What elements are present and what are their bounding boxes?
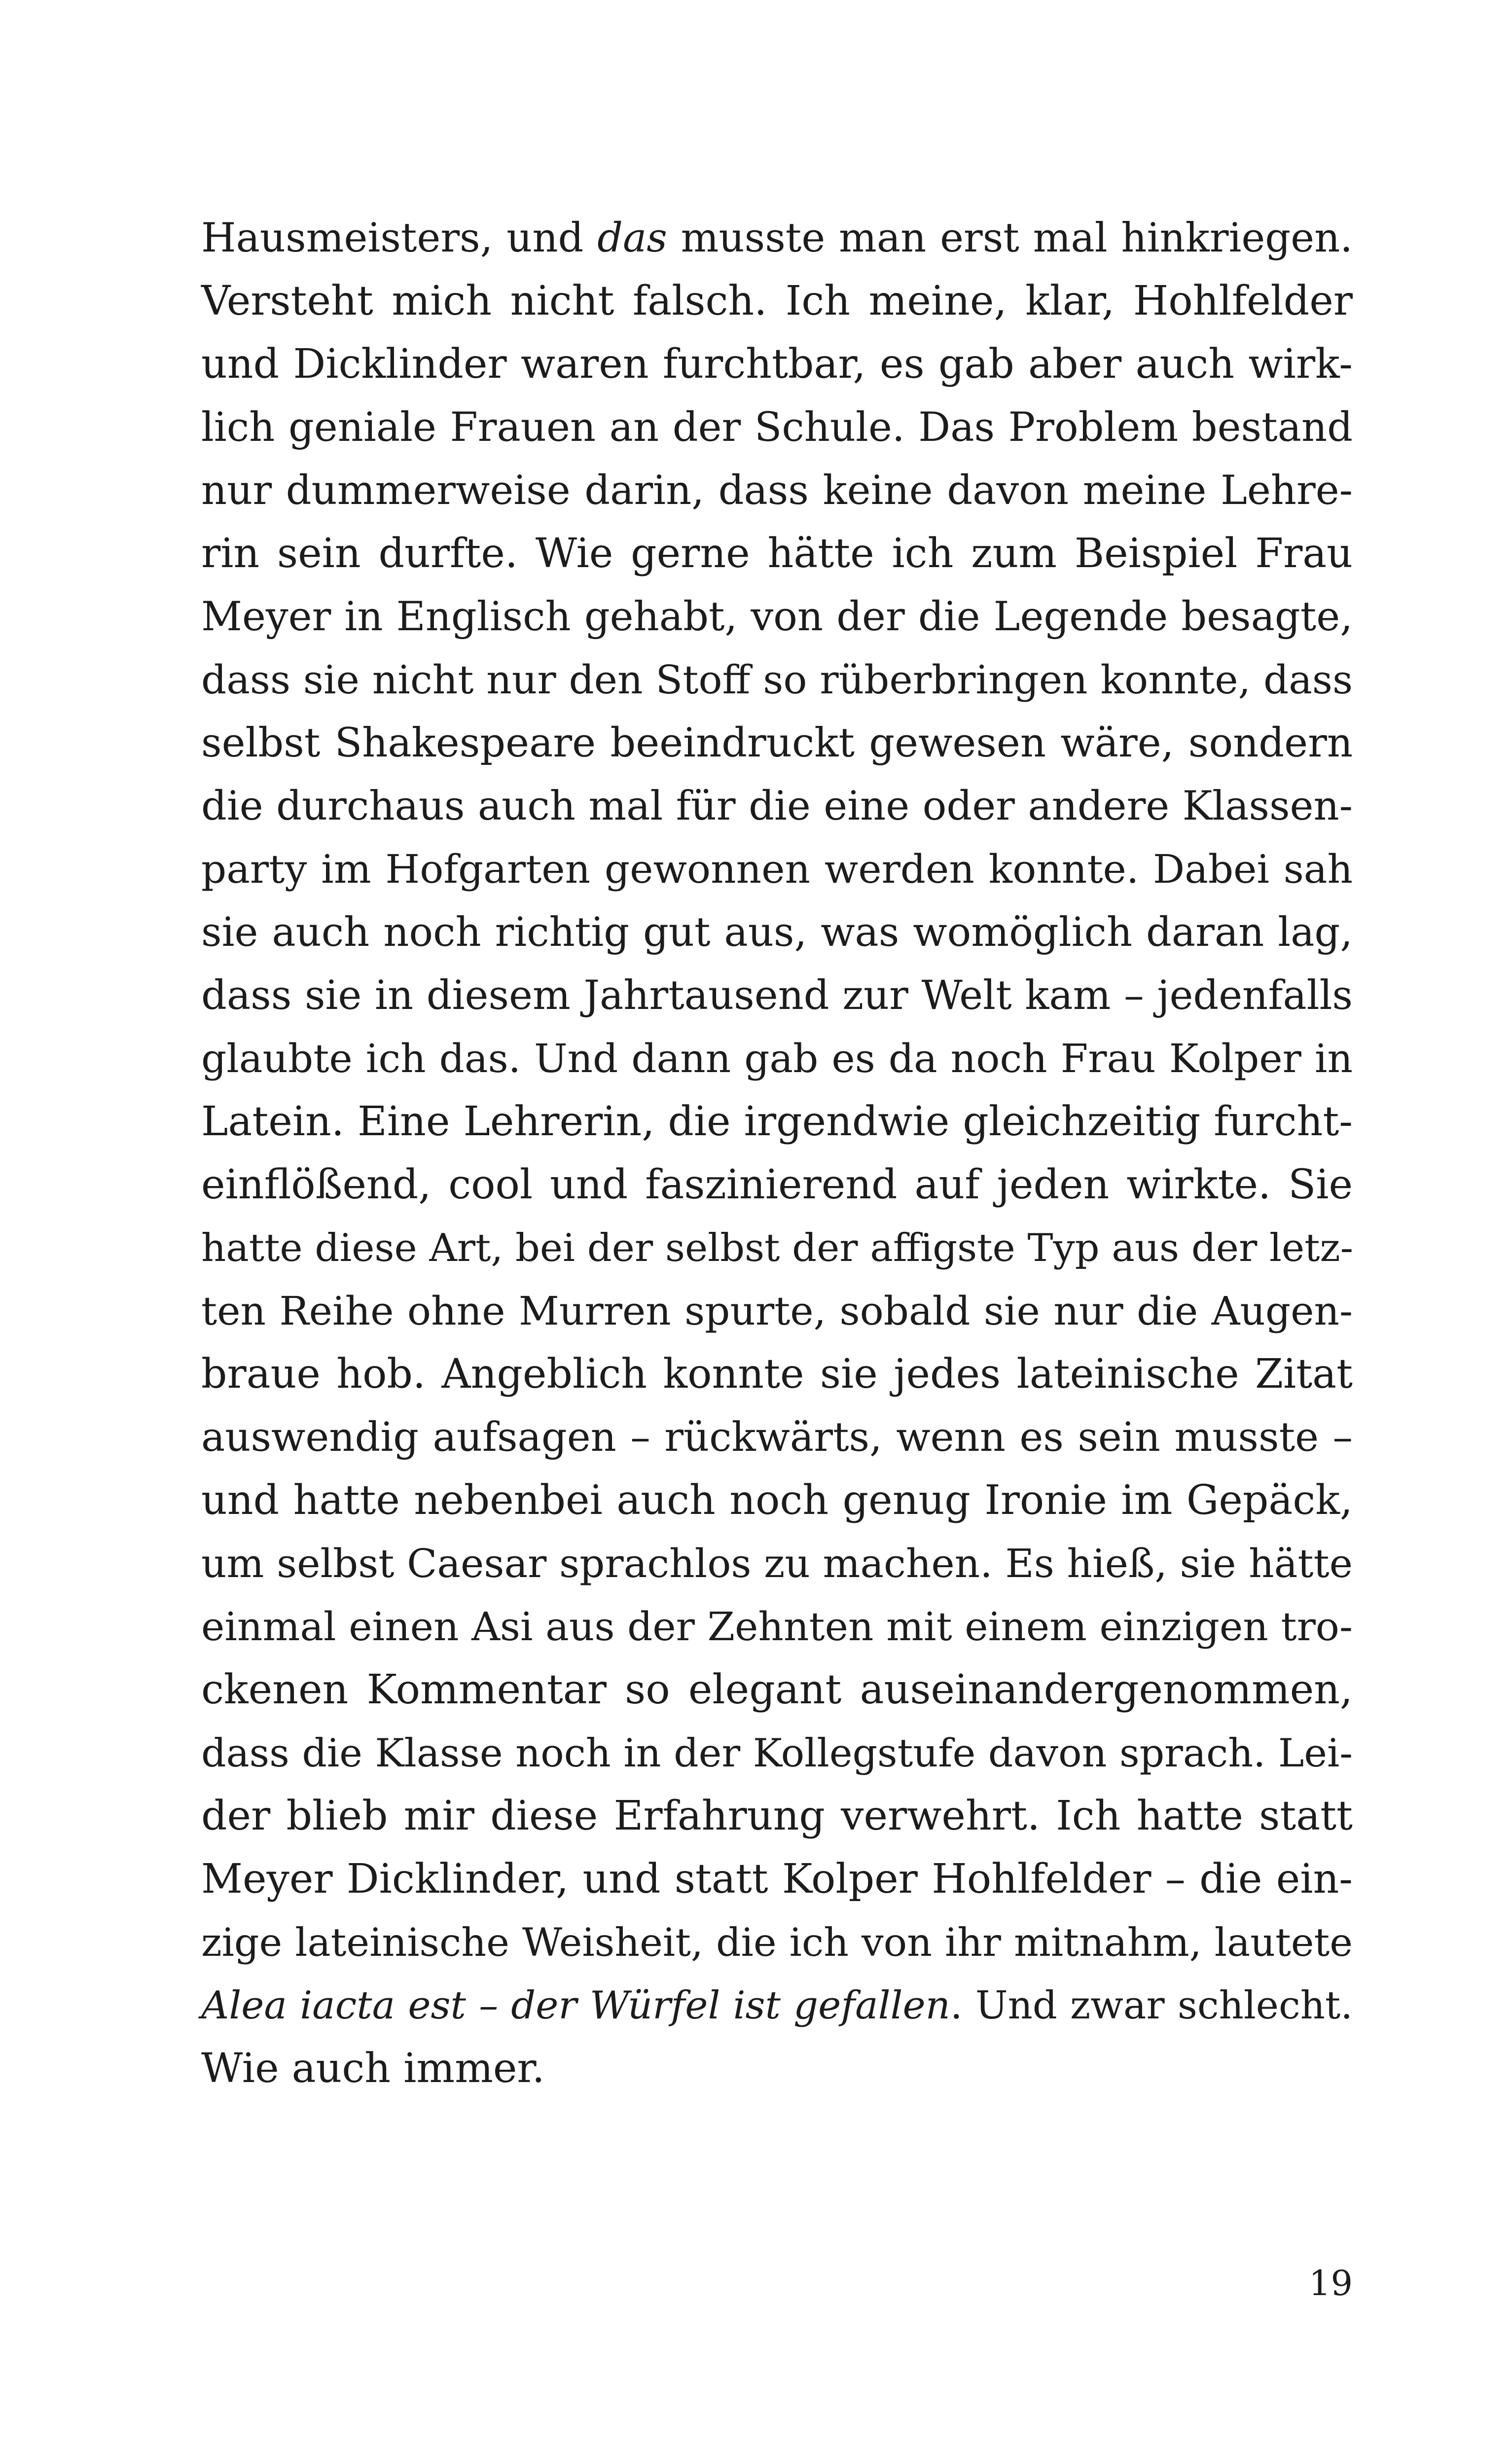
- text-line: [201, 1658, 1353, 1722]
- text-run: party im Hofgarten gewonnen werden konnte. Dabei sah: [201, 846, 1353, 892]
- text-run: auswendig aufsagen – rückwärts, wenn es sein musste –: [201, 1414, 1353, 1461]
- text-run: und Dicklinder waren furchtbar, es gab aber auch wirk-: [201, 341, 1353, 388]
- text-line: [201, 1848, 1353, 1911]
- text-line: [201, 964, 1353, 1027]
- text-line: [201, 1469, 1353, 1532]
- text-run: lich geniale Frauen an der Schule. Das Problem bestand: [201, 404, 1353, 451]
- text-run: Wie auch immer.: [201, 2045, 545, 2092]
- text-line: [201, 1406, 1353, 1469]
- text-run: zige lateinische Weisheit, die ich von ihr mitnahm, lautete: [201, 1920, 1353, 1965]
- text-run: ckenen Kommentar so elegant auseinandergenommen,: [201, 1666, 1353, 1713]
- text-run: . Und zwar schlecht.: [950, 1983, 1353, 2028]
- text-run: der blieb mir diese Erfahrung verwehrt. Ich hatte statt: [201, 1793, 1353, 1839]
- text-line: [201, 1090, 1353, 1153]
- text-run: braue hob. Angeblich konnte sie jedes lateinische Zitat: [201, 1351, 1353, 1398]
- text-run: Meyer in Englisch gehabt, von der die Legende besagte,: [201, 594, 1353, 640]
- text-run: nur dummerweise darin, dass keine davon meine Lehre-: [201, 467, 1353, 514]
- text-line: [201, 775, 1353, 838]
- text-run: musste man erst mal hinkriegen.: [667, 215, 1353, 261]
- text-line: [201, 1911, 1353, 1974]
- text-line: [201, 2037, 1353, 2100]
- text-line: [201, 648, 1353, 712]
- text-line: [201, 1595, 1353, 1658]
- body-text: [201, 207, 1353, 2100]
- text-line: [201, 396, 1353, 459]
- text-line: [201, 522, 1353, 585]
- italic-text-run: Alea iacta est – der Würfel ist gefallen: [201, 1983, 950, 2028]
- text-run: einmal einen Asi aus der Zehnten mit einem einzigen tro-: [201, 1604, 1353, 1650]
- text-line: [201, 901, 1353, 964]
- text-line: [201, 1722, 1353, 1785]
- text-run: dass sie in diesem Jahrtausend zur Welt kam – jedenfalls: [201, 972, 1353, 1019]
- text-line: [201, 1785, 1353, 1848]
- text-run: dass die Klasse noch in der Kollegstufe davon sprach. Lei-: [201, 1730, 1353, 1776]
- text-line: [201, 838, 1353, 901]
- text-line: [201, 712, 1353, 775]
- text-run: sie auch noch richtig gut aus, was womöglich daran lag,: [201, 909, 1353, 956]
- italic-text-run: das: [597, 215, 667, 261]
- text-line: [201, 459, 1353, 522]
- text-line: [201, 1532, 1353, 1595]
- text-line: [201, 207, 1353, 270]
- text-run: und hatte nebenbei auch noch genug Ironie im Gepäck,: [201, 1477, 1353, 1524]
- text-line: [201, 1280, 1353, 1343]
- text-run: Meyer Dicklinder, und statt Kolper Hohlfelder – die ein-: [201, 1856, 1353, 1903]
- text-run: einflößend, cool und faszinierend auf jeden wirkte. Sie: [201, 1161, 1353, 1208]
- text-line: [201, 585, 1353, 648]
- text-run: ten Reihe ohne Murren spurte, sobald sie nur die Augen-: [201, 1288, 1353, 1334]
- text-run: hatte diese Art, bei der selbst der affigste Typ aus der letz-: [201, 1226, 1353, 1270]
- text-run: um selbst Caesar sprachlos zu machen. Es hieß, sie hätte: [201, 1541, 1353, 1586]
- text-line: [201, 1217, 1353, 1280]
- text-line: [201, 270, 1353, 333]
- text-run: rin sein durfte. Wie gerne hätte ich zum Beispiel Frau: [201, 530, 1353, 577]
- text-line: [201, 1974, 1353, 2037]
- text-run: selbst Shakespeare beeindruckt gewesen wäre, sondern: [201, 720, 1353, 766]
- text-line: [201, 333, 1353, 396]
- text-run: Versteht mich nicht falsch. Ich meine, klar, Hohlfelder: [201, 278, 1353, 324]
- text-run: Hausmeisters, und: [201, 215, 598, 261]
- text-run: die durchaus auch mal für die eine oder andere Klassen-: [201, 783, 1353, 829]
- page-number: 19: [1308, 2263, 1353, 2303]
- text-line: [201, 1153, 1353, 1217]
- text-run: dass sie nicht nur den Stoff so rüberbringen konnte, dass: [201, 657, 1353, 703]
- text-line: [201, 1027, 1353, 1090]
- text-run: glaubte ich das. Und dann gab es da noch Frau Kolper in: [201, 1036, 1353, 1081]
- text-run: Latein. Eine Lehrerin, die irgendwie gleichzeitig furcht-: [201, 1098, 1353, 1145]
- text-line: [201, 1343, 1353, 1406]
